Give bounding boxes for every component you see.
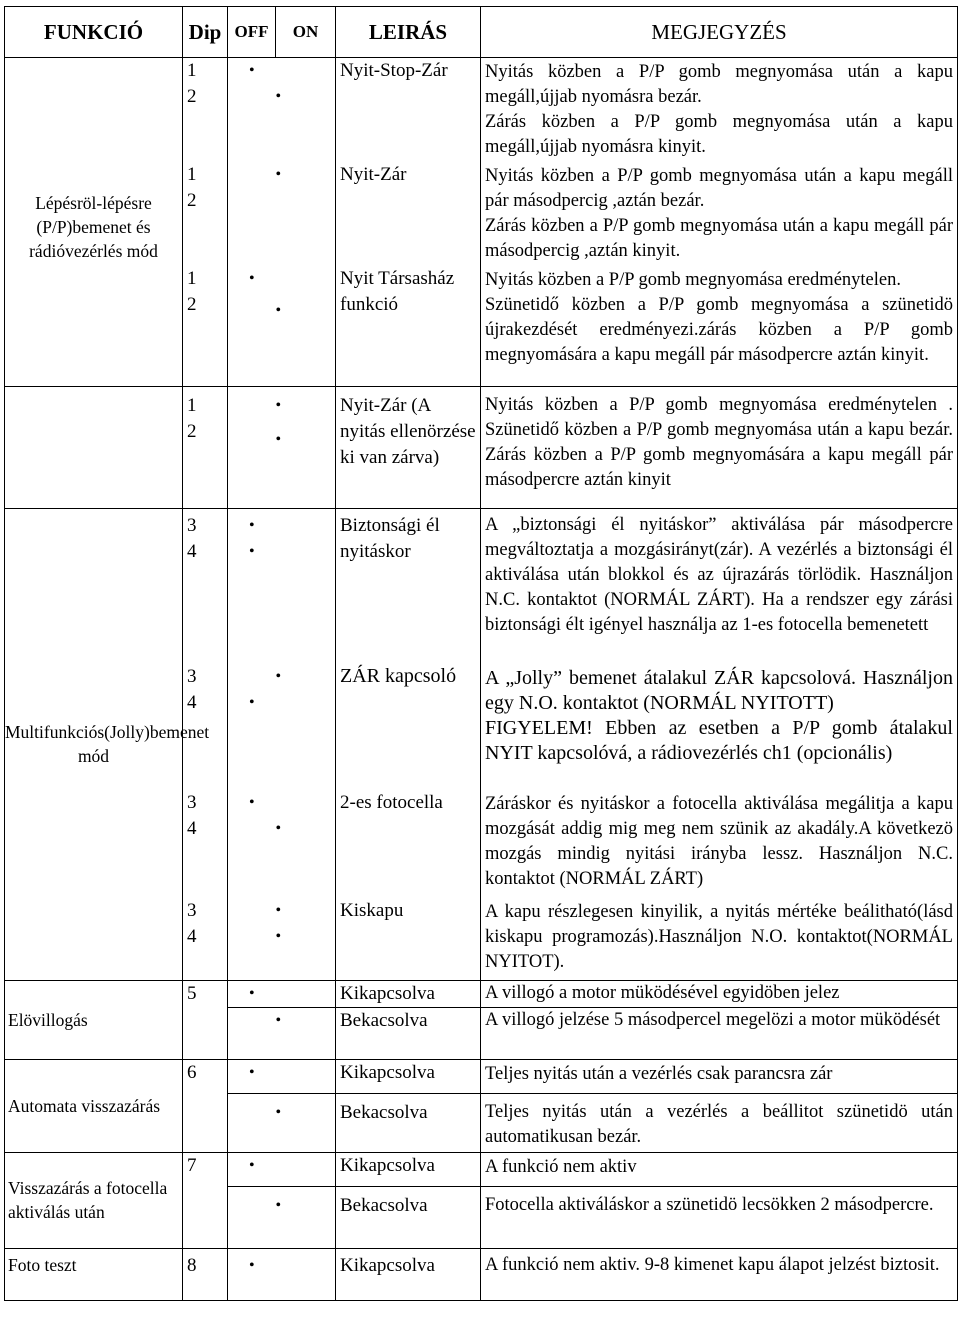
off-dot	[228, 1093, 276, 1152]
table-row	[5, 1248, 958, 1300]
function-cell: Multifunkciós(Jolly)bemenet mód	[5, 508, 183, 980]
on-dots: •	[276, 58, 336, 163]
on-dot	[276, 1248, 336, 1300]
off-dot: •	[228, 980, 276, 1007]
dip-number: 5	[183, 980, 228, 1059]
description-cell: Bekacsolva	[336, 1186, 481, 1248]
header-off: OFF	[228, 7, 276, 58]
note-cell: Záráskor és nyitáskor a fotocella aktiválása megálitja a kapu mozgását addig mig meg nem szünik az akadály.A következö mozgás mindig nyitási irányba lessz. Használjon N.C. kontaktot (NORMÁL ZÁRT)	[481, 790, 958, 898]
description-cell: Nyit-Zár	[336, 162, 481, 266]
on-dots: •	[276, 664, 336, 790]
header-funkcio: FUNKCIÓ	[5, 7, 183, 58]
off-dots	[228, 386, 276, 508]
on-dot: •	[276, 1186, 336, 1248]
on-dot	[276, 980, 336, 1007]
description-cell: Nyit-Stop-Zár	[336, 58, 481, 163]
description-cell: Kiskapu	[336, 898, 481, 980]
note-cell: A funkció nem aktiv	[481, 1152, 958, 1186]
description-cell: Kikapcsolva	[336, 980, 481, 1007]
note-cell: Fotocella aktiváláskor a szünetidö lecsökken 2 másodpercre.	[481, 1186, 958, 1248]
on-dot: •	[276, 1093, 336, 1152]
off-dots: •	[228, 58, 276, 163]
table-row	[5, 980, 958, 1007]
dip-numbers: 3 4	[183, 508, 228, 664]
off-dots: • •	[228, 508, 276, 664]
on-dots	[276, 508, 336, 664]
header-row	[5, 7, 958, 58]
function-cell-empty	[5, 386, 183, 508]
function-cell: Visszazárás a fotocella aktiválás után	[5, 1152, 183, 1248]
off-dots: •	[228, 790, 276, 898]
dip-numbers: 3 4	[183, 664, 228, 790]
header-megjegyzes: MEGJEGYZÉS	[481, 7, 958, 58]
off-dot	[228, 1186, 276, 1248]
dip-numbers: 1 2	[183, 386, 228, 508]
dip-switch-table	[4, 6, 958, 1301]
dip-numbers: 3 4	[183, 790, 228, 898]
note-cell: A „Jolly” bemenet átalakul ZÁR kapcsolová. Használjon egy N.O. kontaktot (NORMÁL NYITOTT) FIGYELEM! Ebben az esetben a P/P gomb átalakul NYIT kapcsolóvá, a rádiovezérlés ch1 (opcionális)	[481, 664, 958, 790]
on-dot	[276, 1059, 336, 1093]
dip-numbers: 1 2	[183, 162, 228, 266]
off-dots: •	[228, 266, 276, 386]
dip-number: 8	[183, 1248, 228, 1300]
on-dots: • •	[276, 386, 336, 508]
on-dots: •	[276, 162, 336, 266]
description-cell: Kikapcsolva	[336, 1152, 481, 1186]
function-cell: Lépésröl-lépésre (P/P)bemenet és rádióvezérlés mód	[5, 58, 183, 387]
table-row	[5, 1152, 958, 1186]
description-cell: Bekacsolva	[336, 1093, 481, 1152]
description-cell: Nyit-Zár (A nyitás ellenörzése ki van zárva)	[336, 386, 481, 508]
dip-numbers: 1 2	[183, 58, 228, 163]
function-cell: Elövillogás	[5, 980, 183, 1059]
on-dots: • •	[276, 898, 336, 980]
off-dot: •	[228, 1248, 276, 1300]
description-cell: Kikapcsolva	[336, 1248, 481, 1300]
on-dot	[276, 1152, 336, 1186]
note-cell: Teljes nyitás után a vezérlés csak parancsra zár	[481, 1059, 958, 1093]
dip-number: 6	[183, 1059, 228, 1152]
note-cell: A kapu részlegesen kinyilik, a nyitás mértéke beálitható(lásd kiskapu programozás).Használjon N.O. kontaktot(NORMÁL NYITOT).	[481, 898, 958, 980]
on-dot: •	[276, 1007, 336, 1059]
note-cell: A funkció nem aktiv. 9-8 kimenet kapu álapot jelzést biztosit.	[481, 1248, 958, 1300]
on-dots: •	[276, 790, 336, 898]
header-dip: Dip	[183, 7, 228, 58]
note-cell: Nyitás közben a P/P gomb megnyomása eredménytelen . Szünetidő közben a P/P gomb megnyomása után a kapu bezár. Zárás közben a P/P gomb megnyomására a kapu megáll pár másodpercre aztán kinyit	[481, 386, 958, 508]
off-dots: •	[228, 664, 276, 790]
table-row	[5, 508, 958, 664]
description-cell: ZÁR kapcsoló	[336, 664, 481, 790]
table-row	[5, 58, 958, 163]
on-dots: •	[276, 266, 336, 386]
note-cell: A villogó jelzése 5 másodpercel megelözi a motor müködését	[481, 1007, 958, 1059]
table-row	[5, 1059, 958, 1093]
dip-numbers: 1 2	[183, 266, 228, 386]
description-cell: Kikapcsolva	[336, 1059, 481, 1093]
description-cell: Nyit Társasház funkció	[336, 266, 481, 386]
off-dot: •	[228, 1152, 276, 1186]
table-row	[5, 386, 958, 508]
off-dot	[228, 1007, 276, 1059]
dip-number: 7	[183, 1152, 228, 1248]
function-cell: Foto teszt	[5, 1248, 183, 1300]
note-cell: A „biztonsági él nyitáskor” aktiválása pár másodpercre megváltoztatja a mozgásirányt(zár). A vezérlés a biztonsági él aktiválása után blokkol és az újrazárás törlödik. Használjon N.C. kontaktot (NORMÁL ZÁRT). Ha a rendszer egy zárási biztonsági élt igényel használja az 1-es fotocella bemenetett	[481, 508, 958, 664]
description-cell: 2-es fotocella	[336, 790, 481, 898]
header-on: ON	[276, 7, 336, 58]
off-dots	[228, 898, 276, 980]
note-cell: Teljes nyitás után a vezérlés a beállitot szünetidö után automatikusan bezár.	[481, 1093, 958, 1152]
function-cell: Automata visszazárás	[5, 1059, 183, 1152]
off-dots	[228, 162, 276, 266]
off-dot: •	[228, 1059, 276, 1093]
note-cell: Nyitás közben a P/P gomb megnyomása után a kapu megáll pár másodpercig ,aztán bezár. Zárás közben a P/P gomb megnyomása után a kapu megáll pár másodpercig ,aztán kinyit.	[481, 162, 958, 266]
note-cell: Nyitás közben a P/P gomb megnyomása eredménytelen. Szünetidő közben a P/P gomb megnyomása a szünetidö újrakezdését eredményezi.zárás közben a P/P gomb megnyomására a kapu megáll pár másodpercre aztán kinyit.	[481, 266, 958, 386]
note-cell: Nyitás közben a P/P gomb megnyomása után a kapu megáll,újjab nyomásra bezár. Zárás közben a P/P gomb megnyomása után a kapu megáll,újjab nyomásra kinyit.	[481, 58, 958, 163]
note-cell: A villogó a motor müködésével egyidöben jelez	[481, 980, 958, 1007]
header-leiras: LEIRÁS	[336, 7, 481, 58]
description-cell: Bekacsolva	[336, 1007, 481, 1059]
description-cell: Biztonsági él nyitáskor	[336, 508, 481, 664]
dip-numbers: 3 4	[183, 898, 228, 980]
